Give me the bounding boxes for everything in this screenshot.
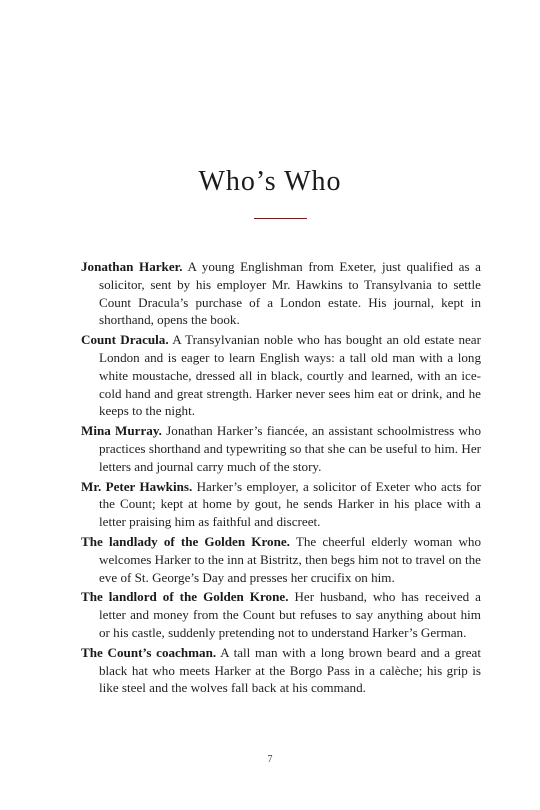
entry-text: Her husband, who has received a letter and money from the Count but refuses to say anything about him or his castle, suddenly pretending not to understand Harker’s German.: [99, 589, 481, 640]
title-rule: [254, 218, 307, 219]
page-title: Who’s Who: [198, 166, 342, 197]
entry-name: The landlord of the Golden Krone.: [81, 589, 289, 605]
entry-name: Mr. Peter Hawkins.: [81, 478, 193, 494]
entry-mina-murray: [81, 422, 481, 475]
character-list: [81, 258, 481, 699]
entry-name: The Count’s coachman.: [81, 644, 217, 660]
entry-peter-hawkins: [81, 478, 481, 531]
entry-coachman: [81, 644, 481, 697]
entry-count-dracula: [81, 331, 481, 420]
entry-landlady: [81, 533, 481, 586]
entry-name: Mina Murray.: [81, 423, 162, 439]
entry-landlord: [81, 588, 481, 641]
entry-name: Jonathan Harker.: [81, 259, 183, 274]
entry-text: Jonathan Harker’s fiancée, an assistant schoolmistress who practices shorthand and typewriting so that she can be useful to him. Her letters and journal carry much of the story.: [99, 423, 481, 474]
entry-jonathan-harker: [81, 258, 481, 329]
entry-name: Count Dracula.: [81, 332, 169, 348]
entry-name: The landlady of the Golden Krone.: [81, 533, 290, 549]
entry-text: A Transylvanian noble who has bought an old estate near London and is eager to learn English ways: a tall old man with a long white moustache, dressed all in black, courtly and learned, with an ice-cold hand and great strength. Harker never sees him eat or drink, and he keeps to the night.: [99, 332, 481, 419]
entry-text: The cheerful elderly woman who welcomes Harker to the inn at Bistritz, then begs him not to travel on the eve of St. George’s Day and presses her crucifix on him.: [99, 533, 481, 585]
entry-text: A young Englishman from Exeter, just qualified as a solicitor, sent by his employer Mr. Hawkins to Transylvania to settle Count Dracula’s purchase of a London estate. His journal, kept in shorthand, opens the book.: [99, 259, 481, 328]
page-number: 7: [267, 754, 273, 765]
entry-text: A tall man with a long brown beard and a great black hat who meets Harker at the Borgo Pass in a calèche; his grip is like steel and the wolves fall back at his command.: [99, 644, 481, 696]
entry-text: Harker’s employer, a solicitor of Exeter who acts for the Count; kept at home by gout, he sends Harker in his place with a letter praising him as faithful and discreet.: [99, 478, 481, 530]
